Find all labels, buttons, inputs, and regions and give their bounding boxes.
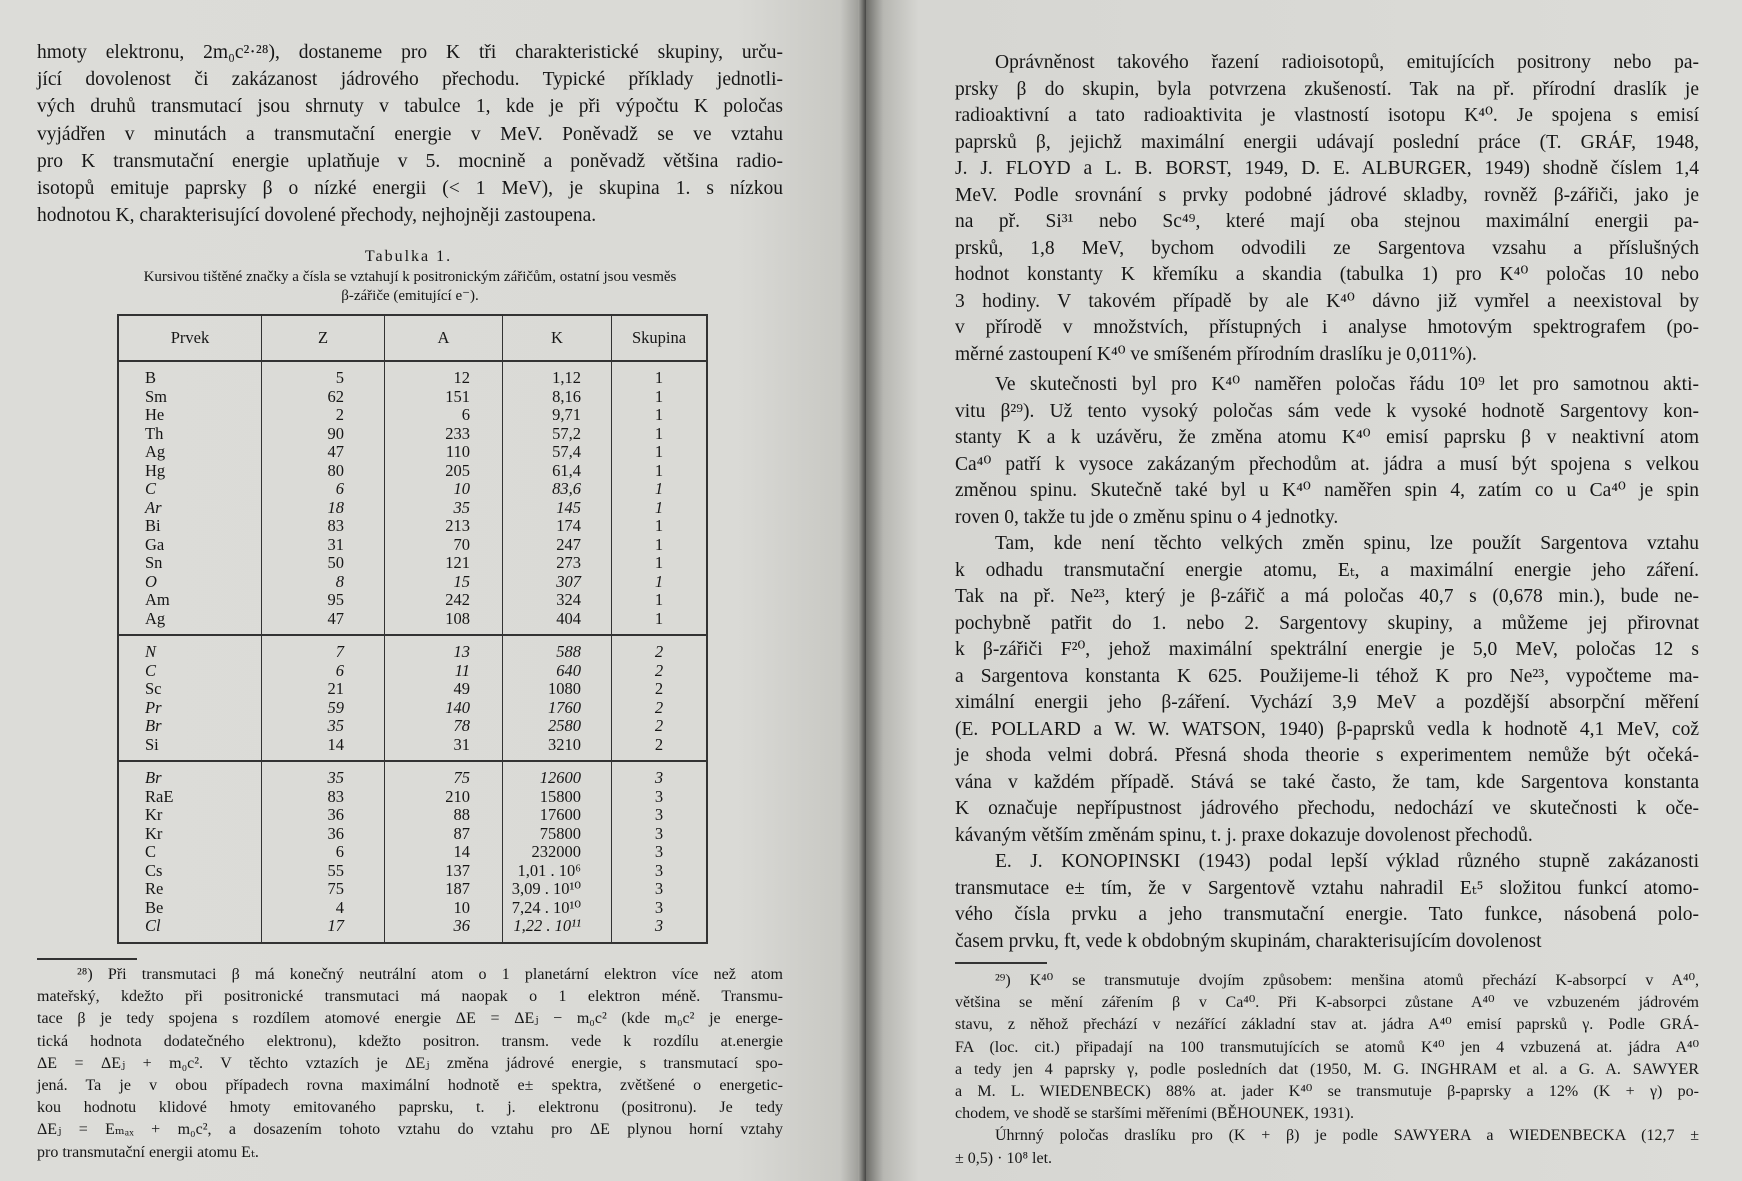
a-cell: 15 <box>385 573 503 592</box>
table-row <box>118 406 707 425</box>
footnote-line: ± 0,5) · 10⁸ let. <box>955 1149 1053 1167</box>
right-footnote <box>955 970 1699 1170</box>
text-line: Ve skutečnosti byl pro K⁴⁰ naměřen poločas řádu 10⁹ let pro samotnou akti- <box>995 374 1699 395</box>
k-cell: 247 <box>503 536 612 555</box>
z-cell: 5 <box>262 361 385 388</box>
table-row <box>118 635 707 662</box>
text-line: MeV. Podle srovnání s prvky podobné jádrové skladby, rovněž β-zářiči, jako je <box>955 184 1699 206</box>
z-cell: 90 <box>262 425 385 444</box>
group-cell: 1 <box>612 517 708 536</box>
table-row <box>118 806 707 825</box>
table-row <box>118 361 707 388</box>
left-body-text <box>37 39 783 229</box>
k-cell: 61,4 <box>503 462 612 481</box>
element-cell: Re <box>145 879 164 898</box>
k-cell: 17600 <box>503 806 612 825</box>
z-cell: 2 <box>262 406 385 425</box>
z-cell: 35 <box>262 717 385 736</box>
column-header: Z <box>262 315 385 361</box>
group-cell: 1 <box>612 554 708 573</box>
k-cell: 57,2 <box>503 425 612 444</box>
k-cell: 7,24 . 10¹⁰ <box>503 899 612 918</box>
footnote-line: ΔEⱼ = Eₘₐₓ + m₀c², a dosazením tohoto vztahu do vztahu pro ΔE plynou horní vztahy <box>37 1121 783 1139</box>
text-line: k odhadu transmutační energie atomu, Eₜ, a maximální energie jeho záření. <box>955 559 1699 581</box>
k-cell: 3,09 . 10¹⁰ <box>503 880 612 899</box>
text-line: paprsků β, jejichž maximální energii udávají poslední práce (T. GRÁF, 1948, <box>955 131 1699 153</box>
a-cell: 87 <box>385 825 503 844</box>
a-cell: 233 <box>385 425 503 444</box>
footnote-divider <box>955 962 1047 964</box>
footnote-line: chodem, ve shodě se staršími měřeními (BĚHOUNEK, 1931). <box>955 1105 1355 1123</box>
k-cell: 1,22 . 10¹¹ <box>503 917 612 943</box>
group-cell: 3 <box>612 917 708 943</box>
element-cell: C <box>145 660 157 680</box>
table-row <box>118 610 707 636</box>
element-cell: Cl <box>145 916 161 935</box>
z-cell: 6 <box>262 662 385 681</box>
element-cell: N <box>118 635 262 662</box>
a-cell: 14 <box>385 843 503 862</box>
z-cell: 14 <box>262 736 385 762</box>
group-cell: 3 <box>612 761 708 788</box>
text-line: změnou spinu. Skutečně také byl u K⁴⁰ naměřen spin 4, zatím co u Ca⁴⁰ je spin <box>955 480 1699 501</box>
group-cell: 1 <box>612 573 708 592</box>
footnote-line: Úhrnný poločas draslíku pro (K + β) je podle SAWYERA a WIEDENBECKA (12,7 ± <box>995 1127 1699 1145</box>
a-cell: 242 <box>385 591 503 610</box>
k-cell: 174 <box>503 517 612 536</box>
text-line: prsky β do skupin, byla potvrzena zkušeností. Tak na př. přírodní draslík je <box>955 78 1699 100</box>
element-cell: C <box>145 842 157 861</box>
table-row <box>118 788 707 807</box>
group-cell: 1 <box>612 425 708 444</box>
a-cell: 213 <box>385 517 503 536</box>
table-row <box>118 843 707 862</box>
table-caption-line: Kursivou tištěné značky a čísla se vztahují k positronickým zářičům, ostatní jsou vesměs <box>143 269 677 285</box>
element-cell: He <box>145 405 165 424</box>
k-cell: 8,16 <box>503 388 612 407</box>
element-cell: Ag <box>145 442 166 461</box>
text-line: Oprávněnost takového řazení radioisotopů, emitujících positrony nebo pa- <box>995 52 1699 73</box>
text-line: Tam, kde není těchto velkých změn spinu, lze použít Sargentova vztahu <box>995 533 1699 554</box>
text-line: roven 0, takže tu jde o změnu spinu o 4 jednotky. <box>955 506 1339 528</box>
z-cell: 59 <box>262 699 385 718</box>
footnote-line: mateřský, kdežto při positronické transmutaci má naopak o 1 elektron méně. Transmu- <box>37 988 783 1006</box>
footnote-line: pro transmutační energii atomu Eₜ. <box>37 1143 259 1161</box>
footnote-line: FA (loc. cit.) připadají na 100 transmutujících se atomů K⁴⁰ jen 4 vzbuzená at. jádra A⁴⁰ <box>955 1038 1699 1056</box>
table-row <box>118 517 707 536</box>
group-cell: 1 <box>612 610 708 636</box>
group-cell: 1 <box>612 536 708 555</box>
element-cell: Be <box>145 897 164 917</box>
a-cell: 78 <box>385 717 503 736</box>
element-cell: Am <box>145 590 170 609</box>
text-line: pochybně patřit do 1. nebo 2. Sargentovy skupiny, a můžeme jej přirovnat <box>955 612 1699 634</box>
a-cell: 70 <box>385 536 503 555</box>
group-cell: 1 <box>612 388 708 407</box>
group-cell: 2 <box>612 717 708 736</box>
a-cell: 10 <box>385 899 503 918</box>
table-row <box>118 480 707 499</box>
text-line: ximální energii jeho β-záření. Vychází 3,9 MeV a pozdější absorpční měření <box>955 692 1699 713</box>
right-body-text <box>955 50 1699 955</box>
z-cell: 8 <box>262 573 385 592</box>
table-row <box>118 591 707 610</box>
table-row <box>118 680 707 699</box>
footnote-divider <box>37 958 137 960</box>
table-row <box>118 425 707 444</box>
text-line: Tak na př. Ne²³, který je β-zářič a má poločas 40,7 s (0,678 min.), bude ne- <box>955 586 1699 607</box>
text-line: E. J. KONOPINSKI (1943) podal lepší výklad různého stupně zakázanosti <box>995 851 1699 872</box>
text-line: vána v každém případě. Stává se také často, že tam, kde Sargentova konstanta <box>955 771 1699 793</box>
footnote-line: a M. L. WIEDENBECK) 88% at. jader K⁴⁰ se transmutuje β-paprsky a 12% (K + γ) po- <box>955 1082 1699 1100</box>
text-line: radioaktivní a tato radioaktivita je vlastností isotopu K⁴⁰. Je spojena s emisí <box>955 105 1699 126</box>
table-row <box>118 880 707 899</box>
z-cell: 36 <box>262 806 385 825</box>
text-line: kávaným větším změnám spinu, t. j. praxe dokazuje dovolenost přechodů. <box>955 824 1533 846</box>
footnote-line: ²⁸) Při transmutaci β má konečný neutrální atom o 1 planetární elektron více než atom <box>77 966 783 983</box>
a-cell: 187 <box>385 880 503 899</box>
table-row <box>118 699 707 718</box>
a-cell: 110 <box>385 443 503 462</box>
footnote-line: stavu, z něhož přechází v nezářící základní stav at. jádra A⁴⁰ emisí paprsků γ. Podle GRÁ- <box>955 1016 1699 1034</box>
text-line: jící dovolenost či zakázanost jádrového přechodu. Typické příklady jednotli- <box>37 69 783 91</box>
text-line: a Sargentova konstanta K 625. Použijeme-li téhož K pro Ne²³, vypočteme ma- <box>955 665 1699 687</box>
text-line: J. J. FLOYD a L. B. BORST, 1949, D. E. ALBURGER, 1949) shodně číslem 1,4 <box>955 158 1699 179</box>
group-cell: 3 <box>612 843 708 862</box>
text-line: vitu β²⁹). Už tento vysoký poločas sám vede k vysoké hodnotě Sargentovy kon- <box>955 400 1699 422</box>
z-cell: 36 <box>262 825 385 844</box>
element-cell: O <box>145 571 157 591</box>
table-row <box>118 825 707 844</box>
text-line: vyjádřen v minutách a transmutační energie v MeV. Poněvadž se ve vztahu <box>37 123 783 145</box>
text-line: vého čísla prvku a jeho transmutační energie. Tato funkce, násobená polo- <box>955 904 1699 925</box>
group-cell: 2 <box>612 680 708 699</box>
group-cell: 1 <box>612 462 708 481</box>
group-cell: 2 <box>612 635 708 662</box>
z-cell: 17 <box>262 917 385 943</box>
element-cell: Sm <box>145 386 168 406</box>
z-cell: 21 <box>262 680 385 699</box>
footnote-line: tace β je tedy spojena s rozdílem atomové energie ΔE = ΔEⱼ − m₀c² (kde m₀c² je energe- <box>37 1010 783 1028</box>
group-cell: 3 <box>612 880 708 899</box>
text-line: hodnotou K, charakterisující dovolené přechody, nejhojněji zastoupena. <box>37 205 597 227</box>
k-cell: 1080 <box>503 680 612 699</box>
footnote-line: jená. Ta je v obou případech rovna maximální hodnotě e± spektra, zvětšené o energetic- <box>37 1076 783 1094</box>
a-cell: 205 <box>385 462 503 481</box>
z-cell: 4 <box>262 899 385 918</box>
table-row <box>118 499 707 518</box>
group-cell: 3 <box>612 899 708 918</box>
a-cell: 35 <box>385 499 503 518</box>
element-cell: Kr <box>145 823 163 843</box>
text-line: je shoda velmi dobrá. Přesná shoda theorie s experimentem nemůže být očeká- <box>955 745 1699 766</box>
element-cell: Kr <box>145 805 163 824</box>
z-cell: 80 <box>262 462 385 481</box>
z-cell: 31 <box>262 536 385 555</box>
k-cell: 232000 <box>503 843 612 862</box>
text-line: transmutace e± tím, že v Sargentově vztahu nahradil Eₜ⁵ složitou funkcí atomo- <box>955 877 1699 899</box>
table-caption-line: β-zářiče (emitující e⁻). <box>341 288 479 304</box>
group-cell: 1 <box>612 591 708 610</box>
z-cell: 83 <box>262 788 385 807</box>
table-row <box>118 761 707 788</box>
left-footnote <box>37 964 783 1164</box>
table-row <box>118 917 707 943</box>
a-cell: 108 <box>385 610 503 636</box>
table-row <box>118 662 707 681</box>
footnote-line: většina se mění zářením β v Ca⁴⁰. Při K-absorpci zůstane A⁴⁰ ve vzbuzeném jádrovém <box>955 994 1699 1012</box>
a-cell: 140 <box>385 699 503 718</box>
column-header: Skupina <box>612 315 708 361</box>
z-cell: 83 <box>262 517 385 536</box>
text-line: 3 hodiny. V takovém případě by ale K⁴⁰ dávno již vymřel a neexistoval by <box>955 290 1699 312</box>
text-line: (E. POLLARD a W. W. WATSON, 1940) β-paprsků vedla k hodnotě 4,1 MeV, což <box>955 718 1699 740</box>
element-cell: Sn <box>145 553 163 572</box>
k-cell: 9,71 <box>503 406 612 425</box>
k-cell: 1,12 <box>503 361 612 388</box>
table-row <box>118 536 707 555</box>
element-cell: C <box>145 479 157 498</box>
element-cell: Pr <box>145 697 162 717</box>
a-cell: 10 <box>385 480 503 499</box>
footnote-line: a tedy jen 4 paprsky γ, podle posledních dat (1950, M. G. INGHRAM et al. a G. A. SAWYER <box>955 1060 1699 1078</box>
text-line: hmoty elektronu, 2m₀c²·²⁸), dostaneme pro K tři charakteristické skupiny, urču- <box>37 42 783 63</box>
z-cell: 35 <box>262 761 385 788</box>
table-header-row <box>118 315 707 361</box>
footnote-line: ΔE = ΔEⱼ + m₀c². V těchto vztazích je ΔEⱼ změna jádrové energie, s transmutací spo- <box>37 1054 783 1072</box>
z-cell: 47 <box>262 443 385 462</box>
k-cell: 83,6 <box>503 480 612 499</box>
z-cell: 47 <box>262 610 385 636</box>
element-cell: Th <box>145 423 164 443</box>
k-cell: 1760 <box>503 699 612 718</box>
z-cell: 7 <box>262 635 385 662</box>
z-cell: 6 <box>262 480 385 499</box>
a-cell: 151 <box>385 388 503 407</box>
group-cell: 3 <box>612 862 708 881</box>
group-cell: 1 <box>612 443 708 462</box>
a-cell: 49 <box>385 680 503 699</box>
text-line: v přírodě v množstvích, přístupných i analyse hmotovým spektrografem (po- <box>955 317 1699 338</box>
group-cell: 1 <box>612 361 708 388</box>
text-line: vých druhů transmutací jsou shrnuty v tabulce 1, kde je při výpočtu K poločas <box>37 96 783 118</box>
group-cell: 2 <box>612 662 708 681</box>
element-cell: Hg <box>145 460 166 480</box>
element-cell: Bi <box>145 516 161 535</box>
text-line: Ca⁴⁰ patří k vysoce zakázaným přechodům at. jádra a musí být spojena s velkou <box>955 453 1699 475</box>
k-cell: 404 <box>503 610 612 636</box>
k-cell: 640 <box>503 662 612 681</box>
table-row <box>118 388 707 407</box>
z-cell: 18 <box>262 499 385 518</box>
z-cell: 95 <box>262 591 385 610</box>
table-title: Tabulka 1. <box>364 248 453 265</box>
table-row <box>118 736 707 762</box>
element-cell: Cs <box>145 860 163 880</box>
a-cell: 210 <box>385 788 503 807</box>
column-header: K <box>503 315 612 361</box>
text-line: hodnot konstanty K křemíku a skandia (tabulka 1) pro K⁴⁰ poločas 10 nebo <box>955 264 1699 285</box>
group-cell: 1 <box>612 480 708 499</box>
k-cell: 273 <box>503 554 612 573</box>
group-cell: 1 <box>612 406 708 425</box>
group-cell: 3 <box>612 788 708 807</box>
k-cell: 145 <box>503 499 612 518</box>
right-page <box>866 0 1742 1181</box>
element-cell: Ga <box>145 534 165 554</box>
a-cell: 36 <box>385 917 503 943</box>
a-cell: 12 <box>385 361 503 388</box>
group-cell: 1 <box>612 499 708 518</box>
z-cell: 50 <box>262 554 385 573</box>
z-cell: 6 <box>262 843 385 862</box>
text-line: na př. Si³¹ nebo Sc⁴⁹, které mají oba stejnou maximální energii pa- <box>955 211 1699 232</box>
group-cell: 3 <box>612 825 708 844</box>
k-cell: 588 <box>503 635 612 662</box>
text-line: časem prvku, ft, vede k obdobným skupinám, charakterisujícím dovolenost <box>955 930 1542 952</box>
k-cell: 2580 <box>503 717 612 736</box>
element-cell: Si <box>145 734 159 754</box>
a-cell: 6 <box>385 406 503 425</box>
a-cell: 121 <box>385 554 503 573</box>
a-cell: 88 <box>385 806 503 825</box>
element-cell: RaE <box>145 786 174 806</box>
z-cell: 62 <box>262 388 385 407</box>
table-row <box>118 899 707 918</box>
column-header: A <box>385 315 503 361</box>
k-cell: 1,01 . 10⁶ <box>503 862 612 881</box>
k-cell: 3210 <box>503 736 612 762</box>
element-cell: Ag <box>145 608 166 628</box>
text-line: pro K transmutační energie uplatňuje v 5. mocnině a poněvadž většina radio- <box>37 150 783 172</box>
table-row <box>118 462 707 481</box>
k-cell: 75800 <box>503 825 612 844</box>
z-cell: 75 <box>262 880 385 899</box>
text-line: isotopů emituje paprsky β o nízké energii (< 1 MeV), je skupina 1. s nízkou <box>37 177 783 199</box>
footnote-line: ²⁹) K⁴⁰ se transmutuje dvojím způsobem: menšina atomů přechází K-absorpcí v A⁴⁰, <box>995 972 1699 989</box>
table-row <box>118 573 707 592</box>
z-cell: 55 <box>262 862 385 881</box>
group-cell: 2 <box>612 736 708 762</box>
k-cell: 15800 <box>503 788 612 807</box>
k-cell: 12600 <box>503 761 612 788</box>
element-cell: Ar <box>145 497 162 517</box>
table-row <box>118 443 707 462</box>
isotope-table <box>117 314 708 944</box>
footnote-line: tická hodnota dodatečného elektronu), kdežto positron. transm. vede k rozdílu at.energie <box>37 1032 783 1050</box>
a-cell: 31 <box>385 736 503 762</box>
text-line: k β-zářiči F²⁰, jehož maximální spektrální energie je 5,0 MeV, poločas 12 s <box>955 639 1699 660</box>
element-cell: B <box>145 368 157 387</box>
column-header: Prvek <box>118 315 262 361</box>
element-cell: Br <box>145 716 162 735</box>
a-cell: 75 <box>385 761 503 788</box>
table-row <box>118 862 707 881</box>
footnote-line: kou hodnotu klidové hmoty emitovaného paprsku, t. j. elektronu (positronu). Je tedy <box>37 1099 783 1117</box>
a-cell: 13 <box>385 635 503 662</box>
k-cell: 307 <box>503 573 612 592</box>
text-line: K označuje nepřípustnost jádrového přechodu, nedochází ve skutečnosti k oče- <box>955 798 1699 819</box>
text-line: stanty K a k uzávěru, že změna atomu K⁴⁰ emisí paprsku β v neaktivní atom <box>955 427 1699 448</box>
element-cell: Sc <box>145 679 162 698</box>
table-row <box>118 717 707 736</box>
left-page <box>0 0 866 1181</box>
text-line: prsků, 1,8 MeV, bychom odvodili ze Sargentova vzsahu a příslušných <box>955 237 1699 259</box>
k-cell: 57,4 <box>503 443 612 462</box>
table-row <box>118 554 707 573</box>
a-cell: 11 <box>385 662 503 681</box>
a-cell: 137 <box>385 862 503 881</box>
group-cell: 2 <box>612 699 708 718</box>
group-cell: 3 <box>612 806 708 825</box>
k-cell: 324 <box>503 591 612 610</box>
table-caption <box>40 268 780 306</box>
text-line: měrné zastoupení K⁴⁰ ve smíšeném přírodním draslíku je 0,011%). <box>955 343 1477 365</box>
element-cell: Br <box>118 761 262 788</box>
